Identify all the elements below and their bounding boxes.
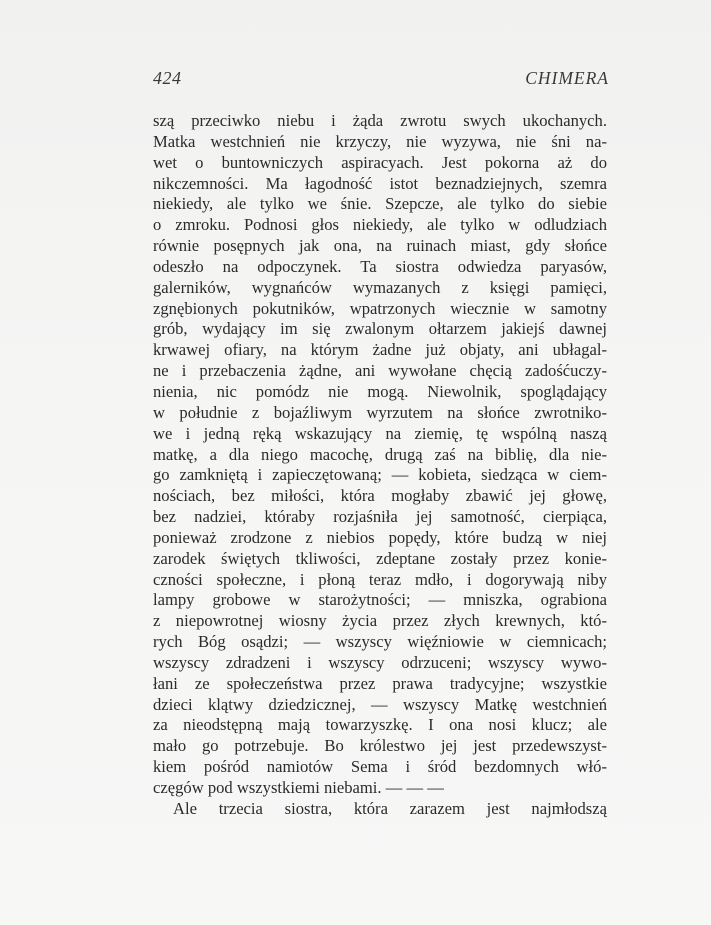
paragraph-end-line: częgów pod wszystkiemi niebami. — — —	[153, 778, 444, 797]
text-line: go zamkniętą i zapieczętowaną; — kobieta, siedząca w ciem-	[153, 465, 607, 485]
text-line: o zmroku. Podnosi głos niekiedy, ale tylko w odludziach	[153, 215, 607, 235]
text-line: grób, wydający im się zwalonym ołtarzem jakiejś dawnej	[153, 319, 607, 339]
text-line: matkę, a dla niego macochę, drugą zaś na biblię, dla nie-	[153, 444, 607, 464]
text-line: dzieci klątwy dziedzicznej, — wszyscy Matkę westchnień	[153, 694, 607, 714]
text-line: krwawej ofiary, na którym żadne już objaty, ani ubłagal-	[153, 340, 607, 360]
text-line: nienia, nic pomódz nie mogą. Niewolnik, spoglądający	[153, 381, 607, 401]
text-line: nikczemności. Ma łagodność istot beznadziejnych, szemra	[153, 173, 607, 193]
text-line: rych Bóg osądzi; — wszyscy więźniowie w ciemnicach;	[153, 632, 607, 652]
text-line: zgnębionych pokutników, wpatrzonych wiecznie w samotny	[153, 298, 607, 318]
text-line: lampy grobowe w starożytności; — mniszka, ograbiona	[153, 590, 607, 610]
text-line: galerników, wygnańców wymazanych z księgi pamięci,	[153, 277, 607, 297]
text-line: Matka westchnień nie krzyczy, nie wyzywa, nie śni na-	[153, 131, 607, 151]
page-number: 424	[153, 68, 182, 88]
paragraph-start-line: Ale trzecia siostra, która zarazem jest najmłodszą	[173, 798, 607, 818]
text-line: mało go potrzebuje. Bo królestwo jej jest przedewszyst-	[153, 736, 607, 756]
text-line: łani ze społeczeństwa przez prawa tradycyjne; wszystkie	[153, 673, 607, 693]
text-line: równie posępnych jak ona, na ruinach miast, gdy słońce	[153, 236, 607, 256]
text-line: nościach, bez miłości, która mogłaby zbawić jej głowę,	[153, 486, 607, 506]
text-line: szą przeciwko niebu i żąda zwrotu swych ukochanych.	[153, 111, 607, 130]
text-line: wszyscy zdradzeni i wszyscy odrzuceni; wszyscy wywo-	[153, 652, 607, 672]
text-line: czności społeczne, i płoną teraz mdło, i dogorywają niby	[153, 569, 607, 589]
text-line: zarodek świętych tkliwości, zdeptane zostały przez konie-	[153, 548, 607, 568]
text-line: odeszło na odpoczynek. Ta siostra odwiedza paryasów,	[153, 256, 607, 276]
text-line: w południe z bojaźliwym wyrzutem na słońce zwrotniko-	[153, 402, 607, 422]
text-line: ne i przebaczenia żądne, ani wywołane chęcią zadośćuczy-	[153, 361, 607, 381]
text-line: niekiedy, ale tylko we śnie. Szepcze, ale tylko do siebie	[153, 194, 607, 214]
text-line: kiem pośród namiotów Sema i śród bezdomnych włó-	[153, 757, 607, 777]
body-text	[153, 111, 607, 820]
running-head	[153, 68, 609, 92]
text-line: wet o buntowniczych aspiracyach. Jest pokorna aż do	[153, 152, 607, 172]
text-line: za nieodstępną mają towarzyszkę. I ona nosi klucz; ale	[153, 715, 607, 735]
text-line: z niepowrotnej wiosny życia przez złych krewnych, któ-	[153, 611, 607, 631]
running-title: CHIMERA	[525, 68, 609, 88]
text-line: ponieważ zrodzone z niebios popędy, które budzą w niej	[153, 527, 607, 547]
text-line: bez nadziei, któraby rozjaśniła jej samotność, cierpiąca,	[153, 507, 607, 527]
text-line: we i jedną ręką wskazujący na ziemię, tę wspólną naszą	[153, 423, 607, 443]
